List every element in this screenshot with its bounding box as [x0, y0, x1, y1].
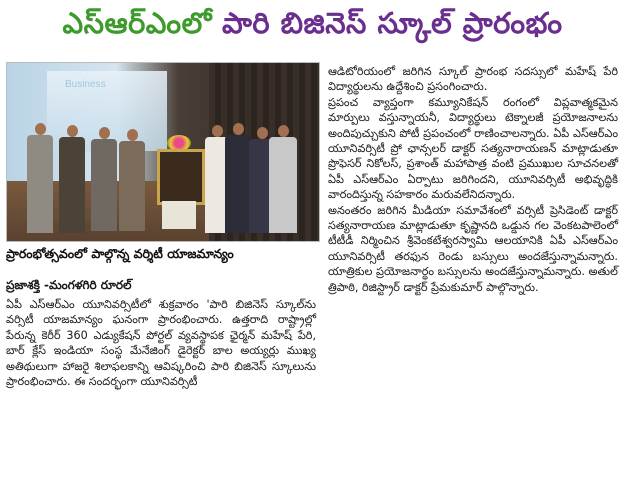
headline — [0, 4, 625, 50]
projection-screen: Business — [47, 71, 167, 151]
article-paragraph: అనంతరం జరిగిన మీడియా సమావేశంలో వర్సిటీ ప్రెసిడెంట్ డాక్టర్ సత్యనారాయణ మాట్లాడుతూ కృష్ణానది ఒడ్డున గల వెంకటపాలెంలో టీటీడీ నిర్మించిన శ్రీవెంకటేశ్వరస్వామి ఆలయానికి ఏపీ ఎస్‌ఆర్‌ఎం యూనివర్సిటీ తరఫున రెండు బస్సులు అందజేస్తున్నామన్నారు. యాత్రికుల ప్రయోజనార్థం బస్సులను అందజేస్తున్నామన్నారు. అతుల్ త్రిపాఠి, రిజిస్ట్రార్ డాక్టర్ ప్రేమకుమార్ పాల్గొన్నారు. — [328, 203, 618, 294]
article-paragraph: ఏపీ ఎస్‌ఆర్‌ఎం యూనివర్సిటీలో శుక్రవారం 'పారి బిజినెస్ స్కూల్‌ను వర్సిటీ యాజమాన్యం ఘనంగా ప్రారంభించారు. ఉత్తరాది రాష్ట్రాల్లో పేరున్న కెరీర్ 360 ఎడ్యుకేషన్ పోర్టల్ వ్యవస్థాపక ఛైర్మన్ మహేష్ పేరి, బార్ క్లేస్ ఇండియా సంస్థ మేనేజింగ్ డైరెక్టర్ బాల అయ్యర్లు ముఖ్య అతిథులుగా హాజరై శిలాఫలకాన్ని ఆవిష్కరించి పారి బిజినెస్ స్కూలును ప్రారంభించారు. ఈ సందర్భంగా యూనివర్సిటీ — [6, 298, 316, 389]
article-paragraph: ప్రపంచ వ్యాప్తంగా కమ్యూనికేషన్ రంగంలో విప్లవాత్మకమైన మార్పులు వస్తున్నాయనీ, విద్యార్థులు టెక్నాలజీ ప్రయోజనాలను అందిపుచ్చుకుని పోటీ ప్రపంచంలో రాణించాలన్నారు. ఏపీ ఎస్‌ఆర్‌ఎం యూనివర్సిటీ ప్రో ఛాన్సలర్ డాక్టర్ సత్యనారాయణన్ మాట్లాడుతూ ప్రొఫెసర్ నికోలస్, ప్రశాంత్ మహాపాత్ర వంటి ప్రముఖుల సూచనలతో ఏపీ ఎస్‌ఆర్‌ఎం ఏర్పాటు జరిగిందని, యూనివర్సిటీ అభివృద్ధికి వారందిస్తున్న సహకారం మరువలేనిదన్నారు. — [328, 95, 618, 202]
photo-caption: ప్రారంభోత్సవంలో పాల్గొన్న వర్శిటీ యాజమాన్యం — [6, 246, 234, 261]
dateline: ప్రజాశక్తి -మంగళగిరి రూరల్ — [6, 278, 132, 292]
foundation-plaque — [157, 149, 205, 205]
article-column-left — [6, 297, 316, 477]
person — [269, 125, 297, 233]
event-photo — [6, 62, 320, 242]
person — [59, 125, 85, 233]
article-column-right — [328, 64, 618, 474]
headline-part-1: ఎస్‌ఆర్‌ఎంలో — [62, 6, 212, 40]
person — [27, 123, 53, 233]
person — [91, 127, 117, 231]
person — [119, 129, 145, 231]
article-paragraph: ఆడిటోరియంలో జరిగిన స్కూల్ ప్రారంభ సదస్సులో మహేష్ పేరి విద్యార్థులను ఉద్దేశించి ప్రసంగించారు. — [328, 65, 618, 94]
person — [225, 123, 251, 233]
headline-part-2: పారి బిజినెస్ స్కూల్ ప్రారంభం — [221, 6, 563, 40]
